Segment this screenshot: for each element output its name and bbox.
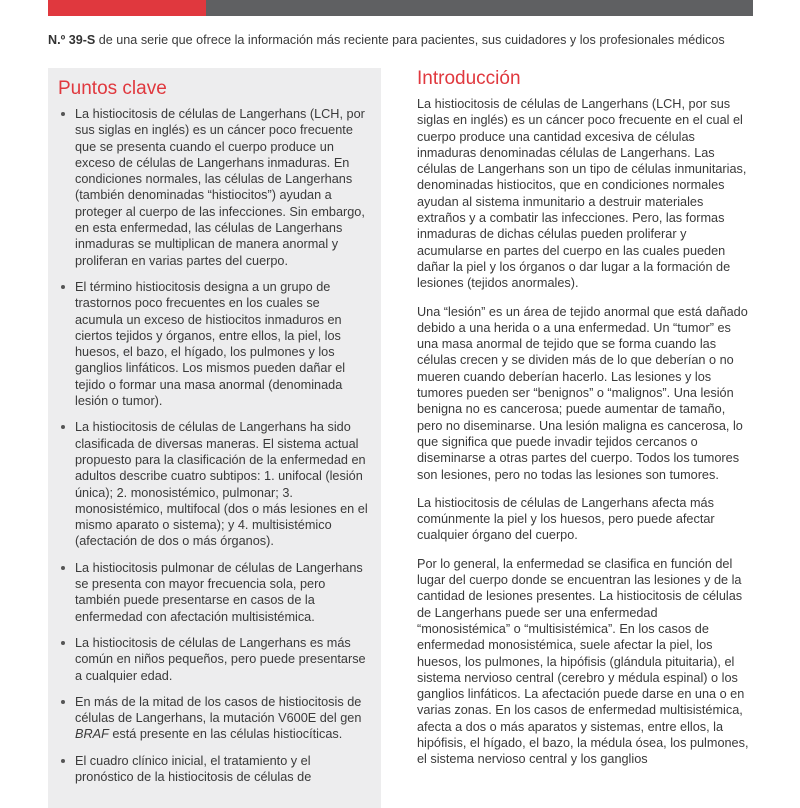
key-point-item: La histiocitosis pulmonar de células de Langerhans se presenta con mayor frecuencia sola, pero también puede presentarse en casos de la enfermedad con afectación multisistémica. [58,560,371,625]
key-point-item: El término histiocitosis designa a un grupo de trastornos poco frecuentes en los cuales se acumula un exceso de histiocitos inmaduros en ciertos tejidos y órganos, entre ellos, la piel, los huesos, el bazo, el hígado, los pulmones y los ganglios linfáticos. Los mismos pueden dañar el tejido o formar una masa anormal (denominada lesión o tumor). [58,279,371,409]
key-point-item: La histiocitosis de células de Langerhans ha sido clasificada de diversas maneras. El sistema actual propuesto para la clasificación de la enfermedad en adultos describe cuatro subtipos: 1. unifocal (lesión única); 2. monosistémico, pulmonar; 3. monosistémico, multifocal (dos o más lesiones en el mismo aparato o sistema); y 4. multisistémico (afectación de dos o más órganos). [58,419,371,549]
introduction-paragraph: Por lo general, la enfermedad se clasifica en función del lugar del cuerpo donde se encuentran las lesiones y de la cantidad de lesiones presentes. La histiocitosis de células de Langerhans puede ser una enfermedad “monosistémica” o “multisistémica”. En los casos de enfermedad monosistémica, suele afectar la piel, los huesos, los pulmones, la hipófisis (glándula pituitaria), el sistema nervioso central (cerebro y médula espinal) o los ganglios linfáticos. La afectación puede darse en una o en varias zonas. En los casos de enfermedad multisistémica, afecta a dos o más aparatos y sistemas, entre ellos, la hipófisis, el hígado, el bazo, la médula ósea, los pulmones, el sistema nervioso central y los ganglios [417,556,749,767]
header-gray-bar [206,0,753,16]
braf-text-pre: En más de la mitad de los casos de histiocitosis de células de Langerhans, la mutación V600E del gen [75,694,362,726]
key-points-title: Puntos clave [58,78,167,99]
key-point-item: El cuadro clínico inicial, el tratamiento y el pronóstico de la histiocitosis de células de [58,753,371,786]
introduction-paragraph: La histiocitosis de células de Langerhans afecta más comúnmente la piel y los huesos, pero puede afectar cualquier órgano del cuerpo. [417,495,715,543]
key-point-item [58,694,371,743]
header-accent-bar [48,0,206,16]
key-points-panel [48,68,381,808]
key-point-item: La histiocitosis de células de Langerhans (LCH, por sus siglas en inglés) es un cáncer poco frecuente que se presenta cuando el cuerpo produce un exceso de células de Langerhans inmaduras. En condiciones normales, las células de Langerhans (también denominadas “histiocitos”) ayudan a proteger al cuerpo de las infecciones. Sin embargo, en esta enfermedad, las células de Langerhans inmaduras se multiplican de manera anormal y proliferan en varias partes del cuerpo. [58,106,371,269]
introduction-paragraph: La histiocitosis de células de Langerhans (LCH, por sus siglas en inglés) es un cáncer poco frecuente en el cual el cuerpo produce una cantidad excesiva de células inmaduras denominadas células de Langerhans. Las células de Langerhans son un tipo de células inmunitarias, denominadas histiocitos, que en condiciones normales ayudan al sistema inmunitario a destruir materiales extraños y a combatir las infecciones. Pero, las formas inmaduras de dichas células pueden proliferar y acumularse en partes del cuerpo en las cuales pueden dañar la piel y los órganos o dar lugar a la formación de lesiones (tejidos anormales). [417,97,747,291]
key-point-item: La histiocitosis de células de Langerhans es más común en niños pequeños, pero puede presentarse a cualquier edad. [58,635,371,684]
key-points-list [58,106,371,785]
braf-text-post: está presente en las células histiocíticas. [108,727,343,742]
series-number: N.º 39-S [48,33,96,47]
header-bar [0,0,800,16]
introduction-section [417,68,753,780]
introduction-paragraph: Una “lesión” es un área de tejido anormal que está dañado debido a una herida o a una enfermedad. Un “tumor” es una masa anormal de tejido que se forma cuando las células crecen y se dividen más de lo que deberían o no mueren cuando deberían hacerlo. Las lesiones y los tumores pueden ser “benignos” o “malignos”. Una lesión benigna no es cancerosa; puede aumentar de tamaño, pero no diseminarse. Una lesión maligna es cancerosa, lo que significa que puede invadir tejidos cercanos o diseminarse a otras partes del cuerpo. Todos los tumores son lesiones, pero no todas las lesiones son tumores. [417,304,748,482]
braf-gene: BRAF [75,727,109,742]
series-text: de una serie que ofrece la información más reciente para pacientes, sus cuidadores y los profesionales médicos [95,33,725,47]
series-line [48,33,768,47]
introduction-title: Introducción [417,68,521,89]
